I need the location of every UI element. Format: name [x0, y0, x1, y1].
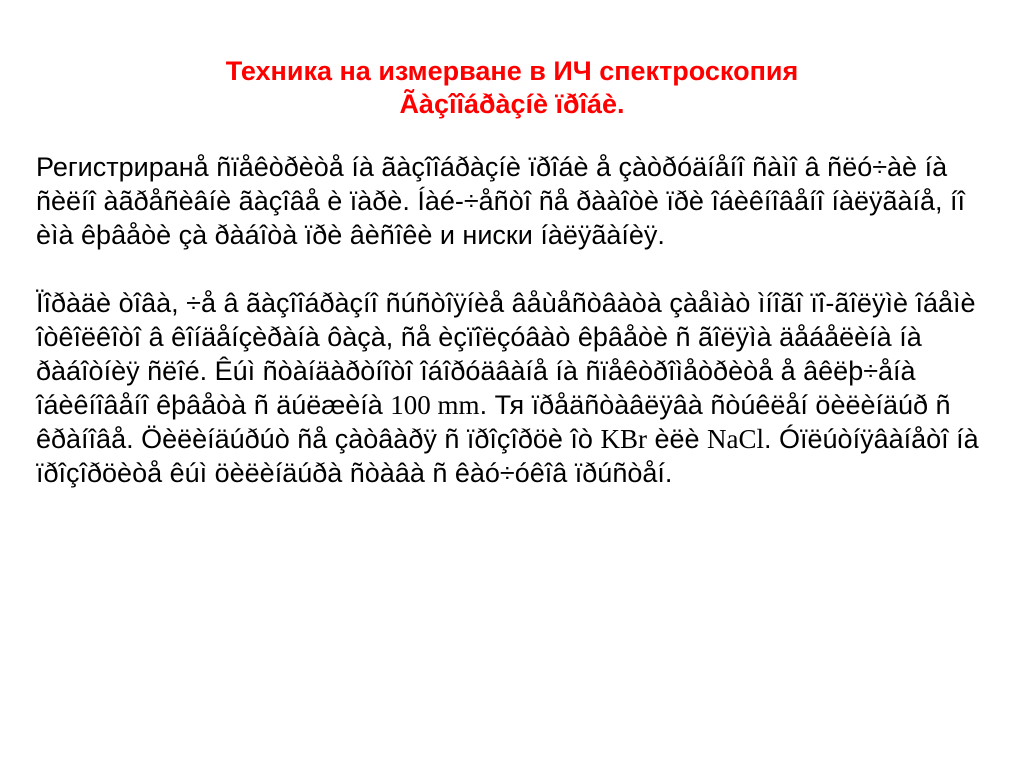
slide-title	[0, 55, 1024, 121]
paragraph-1: Регистриранå ñïåêòðèòå íà ãàçîîáðàçíè ïðîáè å çàòðóäíåíî ñàìî â ñëó÷àè íà ñèëíî àãðåñèâíè ãàçîâå è ïàðè. Íàé-÷åñòî ñå ðààîòè ïðè îáèêíîâåíî íàëÿãàíå, íî èìà êþâåòè çà ðàáîòà ïðè âèñîêè и ниски íàëÿãàíèÿ.	[36, 152, 966, 250]
paragraph-2-text-3: èëè	[646, 424, 708, 454]
paragraph-2-text-4: . Óïëúòíÿâàíåòî íà ïðîçîðöèòå êúì öèëèíäúðà ñòàâà ñ êàó÷óêîâ ïðúñòåí.	[36, 424, 979, 488]
paragraph-2	[36, 286, 996, 490]
paragraph-2-text-1: Ïîðàäè òîâà, ÷å â ãàçîîáðàçíî ñúñòîÿíèå âåùåñòâàòà çàåìàò ìíîãî ïî-ãîëÿìè îáåìè îòêîëêîòî â êîíäåíçèðàíà ôàçà, ñå èçïîëçóâàò êþâåòè ñ ãîëÿìà äåáåëèíà íà ðàáîòíèÿ ñëîé. Êúì ñòàíäàðòíîòî îáîðóäâàíå íà ñïåêòðîìåòðèòå å âêëþ÷åíà îáèêíîâåíî êþâåòà ñ äúëæèíà	[36, 288, 976, 420]
nacl-formula: NaCl	[707, 424, 765, 454]
title-line-2: Ãàçîîáðàçíè ïðîáè.	[399, 89, 625, 119]
paragraph-2-text-2: . Тя ïðåäñòàâëÿâà ñòúêëåí öèëèíäúð ñ êðàíîâå. Öèëèíäúðúò ñå çàòâàðÿ ñ ïðîçîðöè îò	[36, 390, 951, 454]
kbr-formula: KBr	[600, 424, 647, 454]
title-line-1: Техника на измерване в ИЧ спектроскопия	[225, 56, 799, 86]
cuvette-length-value: 100 mm	[390, 390, 480, 420]
slide-body	[36, 150, 996, 490]
